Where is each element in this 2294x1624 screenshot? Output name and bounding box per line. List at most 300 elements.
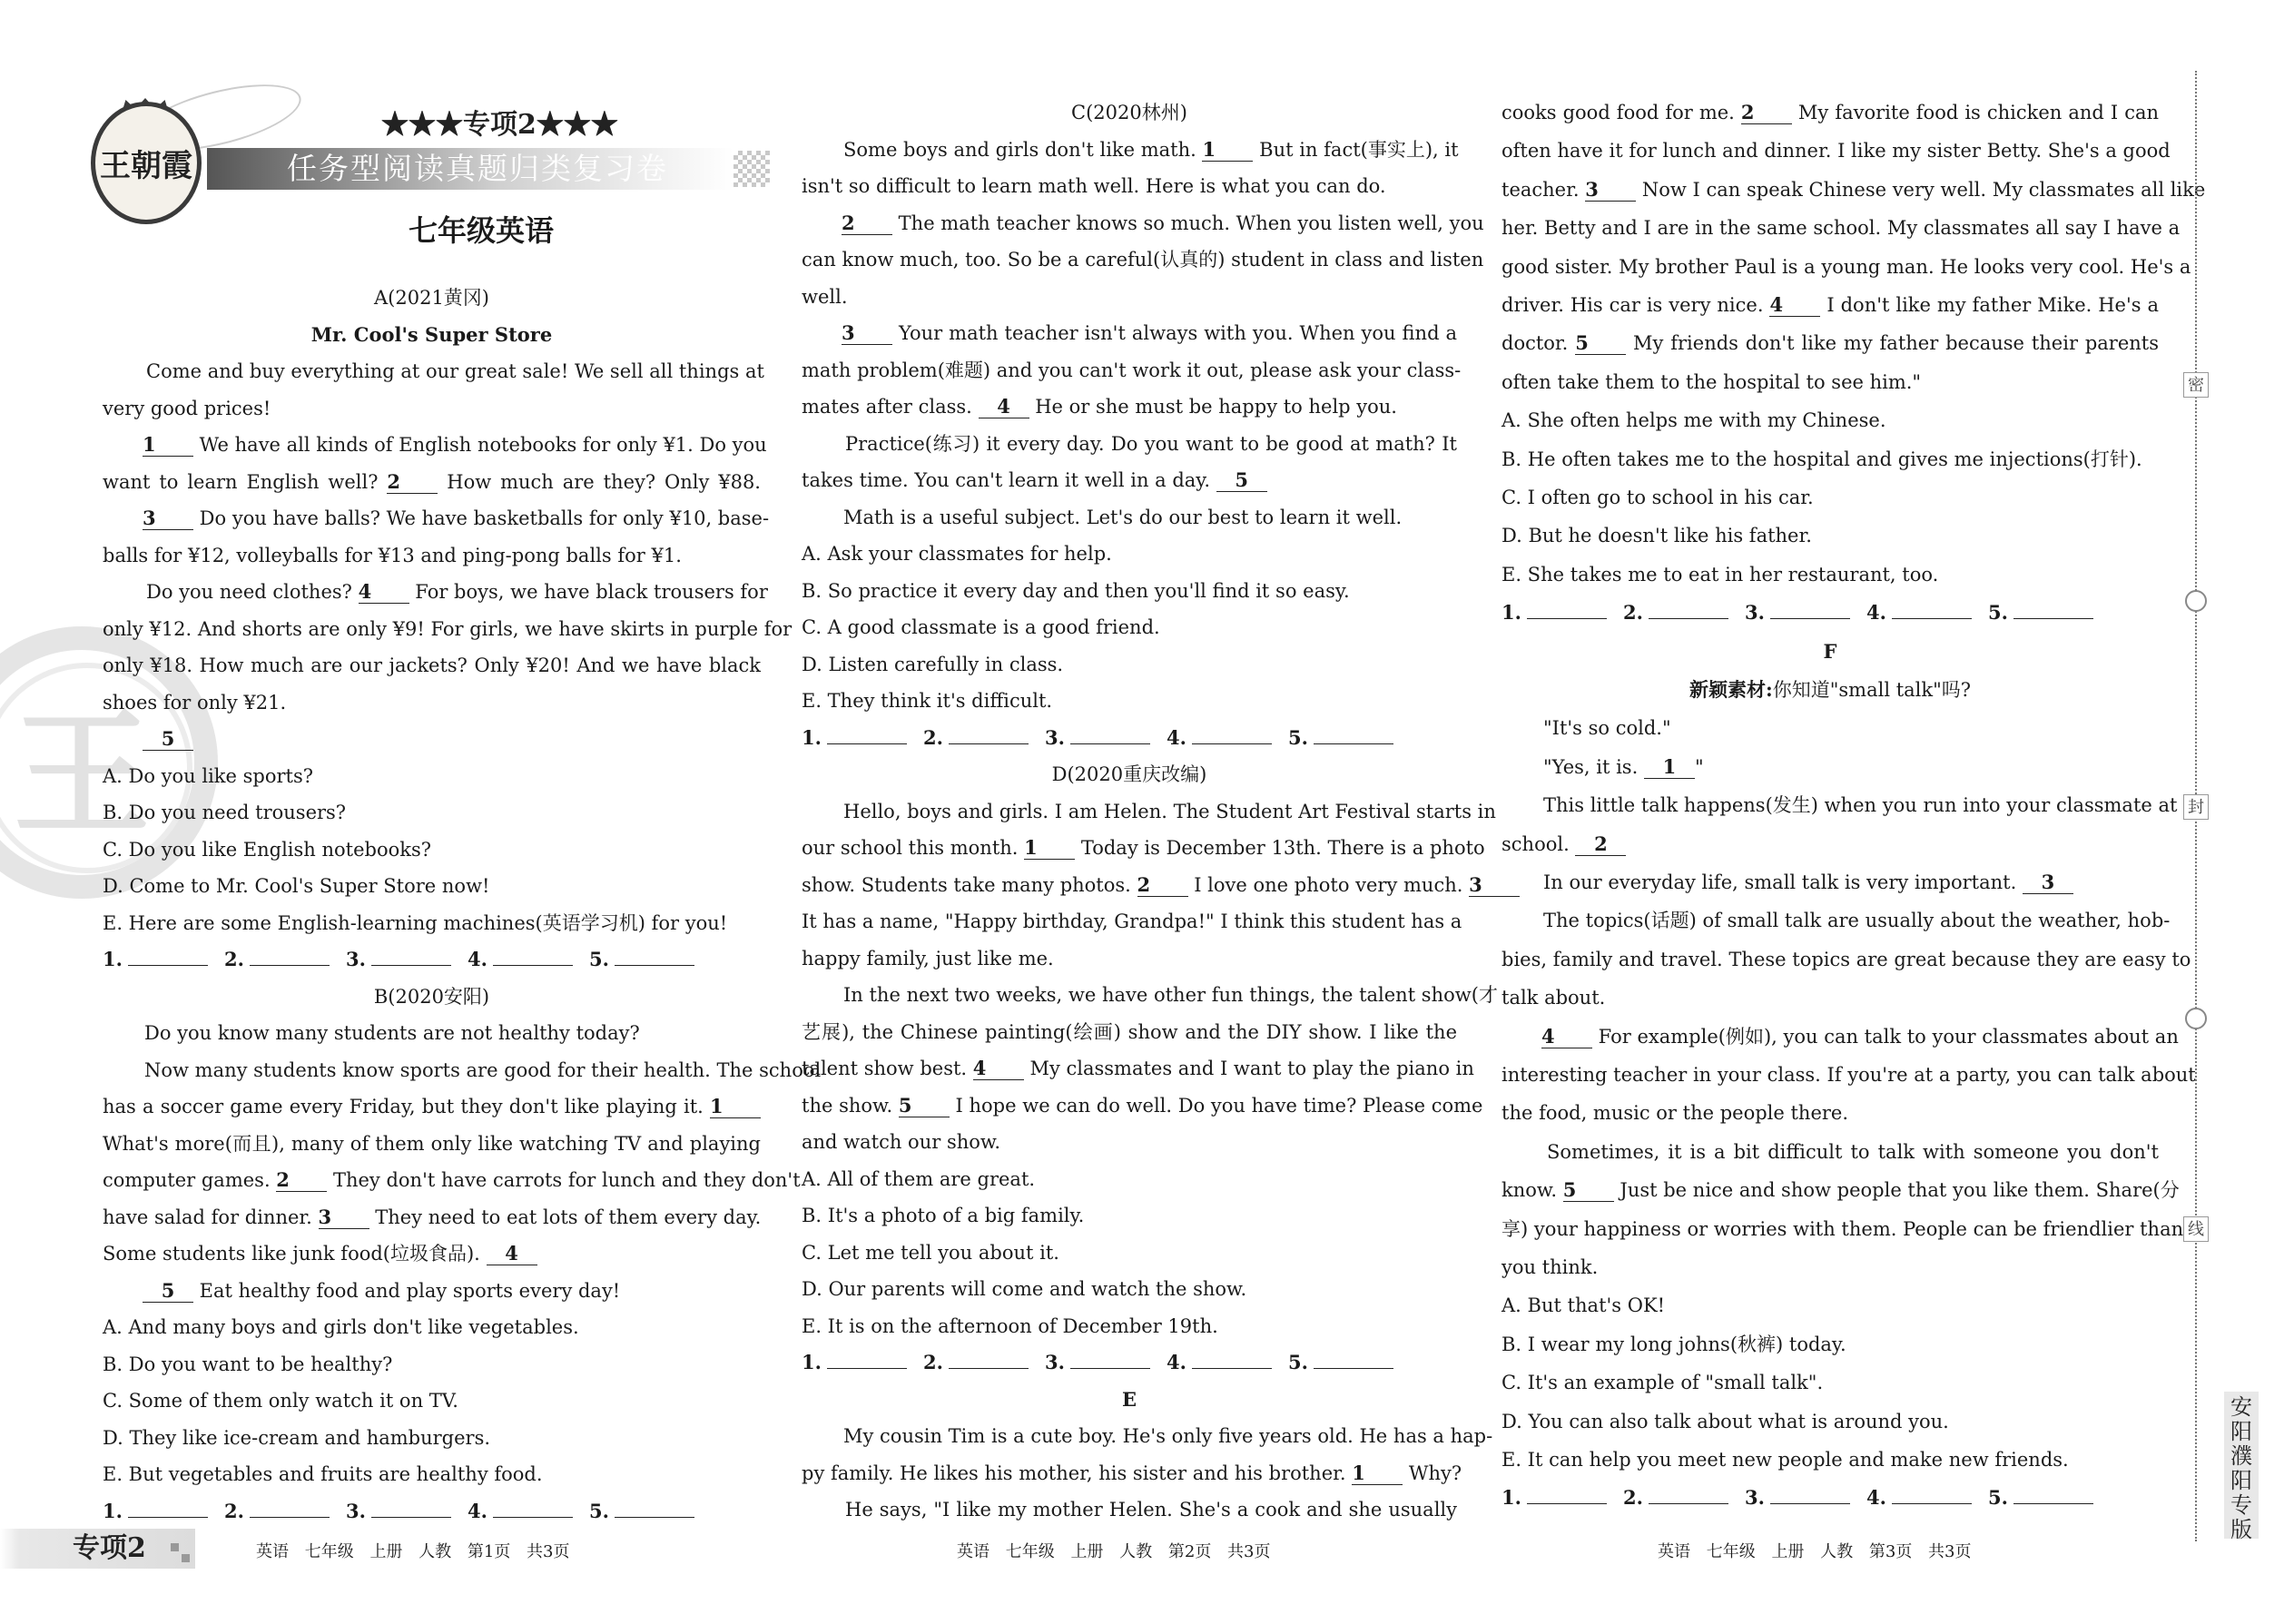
answer-item bbox=[1167, 725, 1288, 751]
section-f-line bbox=[1501, 1177, 2180, 1203]
answer-line[interactable] bbox=[1527, 600, 1607, 619]
answer-blank[interactable]: 4 bbox=[1769, 294, 1820, 317]
answer-number: 4. bbox=[1167, 1351, 1186, 1373]
section-d-option: D. Our parents will come and watch the show. bbox=[802, 1278, 1247, 1300]
section-b-line bbox=[103, 1241, 761, 1266]
section-e-option: A. She often helps me with my Chinese. bbox=[1501, 409, 1886, 432]
answer-item bbox=[1988, 1485, 2110, 1511]
answer-line[interactable] bbox=[1314, 1350, 1393, 1369]
answer-line[interactable] bbox=[1070, 1350, 1150, 1369]
section-f-option: C. It's an example of "small talk". bbox=[1501, 1372, 1824, 1394]
answer-number: 2. bbox=[1623, 601, 1643, 625]
section-f-heading: F bbox=[1823, 639, 1837, 663]
section-c-option: E. They think it's difficult. bbox=[802, 690, 1053, 712]
text-run: the food, music or the people there. bbox=[1501, 1102, 1849, 1125]
section-e-option: D. But he doesn't like his father. bbox=[1501, 525, 1812, 547]
section-e-line bbox=[802, 1497, 1457, 1522]
section-a-line bbox=[103, 469, 761, 495]
section-f-line bbox=[1501, 792, 2178, 818]
section-f-line bbox=[1501, 947, 2191, 972]
answer-blank[interactable]: 1 bbox=[1202, 139, 1253, 162]
answer-blank[interactable]: 2 bbox=[276, 1169, 327, 1192]
answer-line[interactable] bbox=[1892, 600, 1972, 619]
section-a-line bbox=[103, 543, 761, 568]
answer-row bbox=[103, 947, 761, 972]
answer-number: 3. bbox=[1045, 725, 1065, 749]
answer-number: 1. bbox=[103, 948, 123, 970]
section-a-line bbox=[103, 726, 761, 752]
answer-line[interactable] bbox=[250, 947, 330, 966]
answer-item bbox=[1623, 1485, 1745, 1511]
section-a-option: A. Do you like sports? bbox=[103, 764, 314, 787]
answer-item bbox=[346, 947, 468, 972]
section-d-option: B. It's a photo of a big family. bbox=[802, 1205, 1085, 1226]
answer-item bbox=[923, 725, 1045, 751]
answer-line[interactable] bbox=[1070, 725, 1150, 744]
text-run: doctor. bbox=[1501, 332, 1576, 355]
text-run: The topics(话题) of small talk are usually about the weather, hob- bbox=[1543, 910, 2171, 932]
answer-line[interactable] bbox=[827, 1350, 907, 1369]
section-c-line bbox=[802, 505, 1457, 530]
section-f-option: B. I wear my long johns(秋裤) today. bbox=[1501, 1333, 1846, 1355]
section-f-line bbox=[1501, 1216, 2184, 1242]
text-run: only ¥18. How much are our jackets? Only ¥20! And we have black bbox=[103, 655, 761, 676]
text-run: My favorite food is chicken and I can bbox=[1791, 102, 2159, 123]
answer-number: 2. bbox=[224, 1499, 244, 1522]
text-run: you think. bbox=[1501, 1256, 1599, 1278]
text-run: has a soccer game every Friday, but they don't like playing it. bbox=[103, 1096, 710, 1117]
section-b-option: C. Some of them only watch it on TV. bbox=[103, 1390, 458, 1412]
text-run: py family. He likes his mother, his sister and his brother. bbox=[802, 1462, 1353, 1484]
answer-blank[interactable]: 5 bbox=[1216, 469, 1267, 492]
text-run: Some students like junk food(垃圾食品). bbox=[103, 1243, 487, 1265]
text-run: computer games. bbox=[103, 1169, 277, 1191]
answer-number: 4. bbox=[468, 948, 487, 970]
section-b-line bbox=[103, 1167, 801, 1193]
footer-page-1: 英语 七年级 上册 人教 第1页 共3页 bbox=[256, 1542, 570, 1561]
text-run: school. bbox=[1501, 832, 1576, 855]
grade-title: 七年级英语 bbox=[408, 213, 554, 248]
text-run: I hope we can do well. Do you have time? Please come bbox=[949, 1094, 1483, 1117]
text-run: only ¥12. And shorts are only ¥9! For girls, we have skirts in purple for bbox=[103, 617, 793, 640]
section-e-line bbox=[1501, 100, 2159, 125]
answer-number: 5. bbox=[1288, 1351, 1308, 1373]
section-f-option: D. You can also talk about what is around you. bbox=[1501, 1410, 1949, 1432]
section-b-heading: B(2020安阳) bbox=[373, 985, 490, 1008]
text-run: The math teacher knows so much. When you listen well, you bbox=[892, 212, 1484, 234]
answer-number: 1. bbox=[103, 1499, 123, 1522]
section-d-line bbox=[802, 946, 1457, 971]
text-run: Eat healthy food and play sports every day! bbox=[193, 1279, 621, 1302]
watermark-seal-decoration: 王 bbox=[0, 626, 218, 899]
banner-title: 任务型阅读真题归类复习卷 bbox=[287, 151, 668, 186]
answer-item bbox=[1045, 725, 1167, 751]
footer-label: 专项2 bbox=[73, 1532, 146, 1564]
answer-number: 2. bbox=[923, 725, 943, 749]
section-c-line bbox=[802, 394, 1457, 419]
text-run: In the next two weeks, we have other fun things, the talent show(才 bbox=[843, 984, 1498, 1006]
text-run: "Yes, it is. bbox=[1543, 755, 1644, 778]
answer-number: 2. bbox=[224, 948, 244, 970]
text-run: How much are they? Only ¥88. bbox=[438, 470, 761, 493]
answer-number: 4. bbox=[1866, 601, 1886, 625]
text-run: our school this month. bbox=[802, 837, 1025, 859]
answer-blank[interactable]: 1 bbox=[1024, 837, 1075, 860]
section-c-line bbox=[802, 284, 1457, 310]
answer-line[interactable] bbox=[1192, 725, 1272, 744]
answer-line[interactable] bbox=[1192, 1350, 1272, 1369]
section-a-option: D. Come to Mr. Cool's Super Store now! bbox=[103, 875, 490, 897]
answer-blank[interactable]: 4 bbox=[979, 396, 1029, 418]
answer-row bbox=[1501, 600, 2159, 625]
section-c-line bbox=[802, 173, 1457, 199]
footer-page-3: 英语 七年级 上册 人教 第3页 共3页 bbox=[1658, 1542, 1972, 1561]
section-f-line bbox=[1501, 1062, 2196, 1088]
section-e-line bbox=[1501, 369, 2159, 395]
text-run: Now I can speak Chinese very well. My classmates all like bbox=[1636, 178, 2206, 201]
text-run: cooks good food for me. bbox=[1501, 102, 1741, 123]
section-d-line bbox=[802, 1019, 1457, 1045]
footer-square-decoration bbox=[171, 1543, 179, 1551]
answer-line[interactable] bbox=[493, 1499, 573, 1518]
section-b-line bbox=[103, 1131, 761, 1156]
section-d-line bbox=[802, 982, 1498, 1008]
answer-blank[interactable]: 1 bbox=[1352, 1462, 1403, 1485]
text-run: Your math teacher isn't always with you. When you find a bbox=[892, 322, 1457, 344]
answer-blank[interactable]: 3 bbox=[2023, 871, 2073, 894]
answer-line[interactable] bbox=[1770, 1485, 1850, 1504]
section-f-line bbox=[1501, 754, 2159, 780]
answer-line[interactable] bbox=[128, 947, 208, 966]
text-run: math problem(难题) and you can't work it out, please ask your class- bbox=[802, 359, 1462, 381]
section-c-line bbox=[802, 431, 1457, 457]
text-run: Sometimes, it is a bit difficult to talk with someone you don't bbox=[1547, 1140, 2159, 1163]
answer-line[interactable] bbox=[371, 947, 451, 966]
section-d-option: E. It is on the afternoon of December 19th. bbox=[802, 1314, 1218, 1337]
section-e-option: C. I often go to school in his car. bbox=[1501, 487, 1814, 508]
answer-blank[interactable]: 4 bbox=[1541, 1026, 1592, 1048]
section-a-line bbox=[103, 396, 761, 421]
subtitle-text: 你知道"small talk"吗? bbox=[1772, 679, 1972, 701]
text-run: the show. bbox=[802, 1094, 899, 1117]
answer-blank[interactable]: 5 bbox=[1575, 332, 1626, 355]
text-run: talent show best. bbox=[802, 1058, 973, 1079]
answer-item bbox=[589, 947, 711, 972]
answer-item bbox=[1501, 600, 1623, 625]
section-e-line bbox=[1501, 138, 2171, 163]
text-run: and watch our show. bbox=[802, 1131, 1001, 1153]
section-f-line bbox=[1501, 870, 2159, 895]
answer-item bbox=[224, 1499, 346, 1524]
text-run: Today is December 13th. There is a photo bbox=[1075, 837, 1485, 859]
section-a-line bbox=[103, 506, 770, 531]
answer-item bbox=[923, 1350, 1045, 1375]
text-run: often take them to the hospital to see him." bbox=[1501, 370, 1922, 393]
text-run: We have all kinds of English notebooks for only ¥1. Do you bbox=[193, 434, 767, 456]
answer-item bbox=[802, 1350, 923, 1375]
section-d-line bbox=[802, 835, 1485, 861]
text-run: takes time. You can't learn it well in a day. bbox=[802, 469, 1216, 491]
answer-blank[interactable]: 3 bbox=[1469, 874, 1520, 897]
section-a-line bbox=[103, 432, 767, 458]
text-run: isn't so difficult to learn math well. Here is what you can do. bbox=[802, 175, 1386, 197]
answer-row bbox=[802, 725, 1457, 751]
text-run: For boys, we have black trousers for bbox=[409, 581, 768, 603]
text-run: This little talk happens(发生) when you run into your classmate at bbox=[1543, 794, 2178, 817]
answer-blank[interactable]: 1 bbox=[1644, 756, 1695, 779]
section-b-line bbox=[103, 1058, 822, 1083]
answer-item bbox=[1988, 600, 2110, 625]
section-b-line bbox=[103, 1020, 761, 1046]
answer-line[interactable] bbox=[1770, 600, 1850, 619]
section-c-line bbox=[802, 247, 1484, 272]
section-d-line bbox=[802, 1056, 1474, 1081]
text-run: They don't have carrots for lunch and they don't bbox=[327, 1169, 801, 1191]
answer-blank[interactable]: 3 bbox=[319, 1206, 369, 1229]
text-run: interesting teacher in your class. If you're at a party, you can talk about bbox=[1501, 1064, 2196, 1086]
section-f-line bbox=[1501, 1255, 2159, 1280]
section-a-line bbox=[103, 359, 764, 384]
text-run: Just be nice and show people that you like them. Share(分 bbox=[1613, 1179, 2180, 1202]
answer-item bbox=[468, 1499, 589, 1524]
answer-blank[interactable]: 3 bbox=[842, 322, 892, 345]
answer-line[interactable] bbox=[250, 1499, 330, 1518]
section-a-line bbox=[103, 690, 761, 715]
answer-item bbox=[1623, 600, 1745, 625]
answer-number: 1. bbox=[802, 1351, 822, 1373]
section-d-line bbox=[802, 1129, 1457, 1155]
answer-blank[interactable]: 1 bbox=[710, 1096, 761, 1118]
section-e-line bbox=[1501, 215, 2181, 241]
seal-char-1: 密 bbox=[2183, 372, 2209, 398]
section-c-option: A. Ask your classmates for help. bbox=[802, 543, 1112, 565]
section-e-line bbox=[1501, 292, 2159, 318]
text-run: well. bbox=[802, 285, 848, 308]
answer-blank[interactable]: 2 bbox=[1575, 833, 1626, 856]
section-d-line bbox=[802, 872, 1482, 898]
answer-number: 1. bbox=[1501, 601, 1521, 625]
answer-number: 4. bbox=[468, 1499, 487, 1522]
text-run: teacher. bbox=[1501, 178, 1586, 201]
section-a-option: E. Here are some English-learning machines(英语学习机) for you! bbox=[103, 911, 728, 934]
section-c-option: B. So practice it every day and then you'll find it so easy. bbox=[802, 579, 1350, 602]
text-run: Do you need clothes? bbox=[146, 581, 359, 603]
section-d-line bbox=[802, 799, 1496, 824]
section-a-line bbox=[103, 579, 768, 605]
section-d-option: C. Let me tell you about it. bbox=[802, 1241, 1059, 1264]
section-a-line bbox=[103, 653, 761, 678]
section-e-option: E. She takes me to eat in her restaurant, too. bbox=[1501, 563, 1939, 586]
answer-row bbox=[1501, 1485, 2159, 1511]
section-f-option: E. It can help you meet new people and make new friends. bbox=[1501, 1449, 2069, 1471]
section-d-line bbox=[802, 909, 1462, 934]
text-run: have salad for dinner. bbox=[103, 1206, 319, 1228]
answer-item bbox=[1045, 1350, 1167, 1375]
answer-line[interactable] bbox=[1649, 1485, 1728, 1504]
text-run: In our everyday life, small talk is very important. bbox=[1543, 871, 2023, 893]
text-run: very good prices! bbox=[103, 397, 271, 419]
answer-line[interactable] bbox=[493, 947, 573, 966]
text-run: Some boys and girls don't like math. bbox=[843, 138, 1203, 161]
text-run: good sister. My brother Paul is a young man. He looks very cool. He's a bbox=[1501, 255, 2191, 278]
answer-blank[interactable]: 2 bbox=[1741, 102, 1792, 124]
text-run: Math is a useful subject. Let's do our best to learn it well. bbox=[843, 506, 1403, 528]
section-e-line bbox=[1501, 177, 2206, 202]
text-run: want to learn English well? bbox=[103, 470, 388, 493]
section-b-line bbox=[103, 1278, 761, 1304]
section-c-line bbox=[802, 320, 1457, 346]
answer-line[interactable] bbox=[615, 947, 694, 966]
text-run: It has a name, "Happy birthday, Grandpa!" I think this student has a bbox=[802, 910, 1462, 932]
text-run: Come and buy everything at our great sale! We sell all things at bbox=[146, 360, 764, 382]
answer-line[interactable] bbox=[1314, 725, 1393, 744]
text-run: 享) your happiness or worries with them. People can be friendlier than bbox=[1501, 1217, 2184, 1240]
answer-number: 5. bbox=[589, 948, 609, 970]
topic-label: ★★★专项2★★★ bbox=[381, 109, 618, 141]
answer-number: 2. bbox=[1623, 1486, 1643, 1510]
text-run: 艺展), the Chinese painting(绘画) show and the DIY show. I like the bbox=[802, 1020, 1457, 1043]
text-run: What's more(而且), many of them only like watching TV and playing bbox=[103, 1132, 761, 1155]
answer-item bbox=[1866, 600, 1988, 625]
answer-item bbox=[589, 1499, 711, 1524]
answer-blank[interactable]: 3 bbox=[1585, 179, 1636, 202]
seal-char-3: 线 bbox=[2183, 1216, 2209, 1242]
section-c-option: D. Listen carefully in class. bbox=[802, 653, 1064, 675]
section-c-heading: C(2020林州) bbox=[1071, 102, 1187, 123]
answer-number: 5. bbox=[1988, 1486, 2008, 1510]
answer-number: 4. bbox=[1866, 1486, 1886, 1510]
text-run: driver. His car is very nice. bbox=[1501, 294, 1770, 316]
answer-number: 1. bbox=[1501, 1486, 1521, 1510]
section-f-line bbox=[1501, 1100, 2159, 1126]
answer-blank[interactable]: 5 bbox=[1563, 1179, 1614, 1202]
section-e-line bbox=[802, 1423, 1493, 1449]
text-run: My classmates and I want to play the piano in bbox=[1023, 1058, 1474, 1079]
text-run: For example(例如), you can talk to your classmates about an bbox=[1592, 1025, 2179, 1048]
answer-number: 3. bbox=[1745, 601, 1765, 625]
text-run: Do you have balls? We have basketballs for only ¥10, base- bbox=[193, 507, 770, 529]
section-c-line bbox=[802, 358, 1462, 383]
section-f-line bbox=[1501, 1024, 2179, 1049]
section-b-option: A. And many boys and girls don't like vegetables. bbox=[103, 1316, 579, 1338]
text-run: show. Students take many photos. bbox=[802, 873, 1137, 896]
answer-number: 2. bbox=[923, 1351, 943, 1373]
answer-line[interactable] bbox=[949, 725, 1029, 744]
text-run: I love one photo very much. bbox=[1187, 873, 1470, 896]
binding-hole-icon bbox=[2185, 590, 2207, 612]
answer-number: 3. bbox=[1745, 1486, 1765, 1510]
text-run: My cousin Tim is a cute boy. He's only five years old. He has a hap- bbox=[843, 1425, 1493, 1447]
answer-line[interactable] bbox=[2013, 600, 2093, 619]
section-e-line bbox=[1501, 330, 2159, 356]
footer-square-decoration bbox=[182, 1554, 190, 1562]
text-run: shoes for only ¥21. bbox=[103, 691, 287, 714]
binding-hole-icon bbox=[2185, 1008, 2207, 1029]
answer-line[interactable] bbox=[949, 1350, 1029, 1369]
answer-line[interactable] bbox=[2013, 1485, 2093, 1504]
section-a-option: C. Do you like English notebooks? bbox=[103, 838, 432, 861]
section-c-line bbox=[802, 211, 1484, 236]
text-run: her. Betty and I are in the same school. My classmates all say I have a bbox=[1501, 217, 2181, 240]
text-run: They need to eat lots of them every day. bbox=[369, 1206, 762, 1228]
answer-line[interactable] bbox=[1649, 600, 1728, 619]
answer-item bbox=[1745, 600, 1866, 625]
section-e-line bbox=[1501, 254, 2191, 280]
answer-blank[interactable]: 2 bbox=[387, 471, 438, 494]
answer-blank[interactable]: 2 bbox=[1137, 874, 1188, 897]
text-run: talk about. bbox=[1501, 987, 1606, 1009]
section-f-line bbox=[1501, 832, 2159, 857]
answer-item bbox=[468, 947, 589, 972]
text-run: often have it for lunch and dinner. I like my sister Betty. She's a good bbox=[1501, 140, 2171, 162]
text-run: Now many students know sports are good for their health. The school bbox=[144, 1058, 822, 1081]
answer-line[interactable] bbox=[1527, 1485, 1607, 1504]
answer-item bbox=[1167, 1350, 1288, 1375]
answer-blank[interactable]: 4 bbox=[973, 1058, 1024, 1080]
answer-blank[interactable]: 5 bbox=[899, 1095, 950, 1117]
text-run: He or she must be happy to help you. bbox=[1029, 396, 1397, 418]
section-b-option: B. Do you want to be healthy? bbox=[103, 1353, 393, 1375]
answer-item bbox=[1288, 725, 1410, 751]
answer-row bbox=[103, 1499, 761, 1524]
answer-item bbox=[1288, 1350, 1410, 1375]
answer-number: 5. bbox=[589, 1499, 609, 1522]
answer-blank[interactable]: 3 bbox=[143, 507, 193, 530]
footer-page-2: 英语 七年级 上册 人教 第2页 共3页 bbox=[957, 1542, 1271, 1561]
answer-number: 5. bbox=[1988, 601, 2008, 625]
answer-blank[interactable]: 4 bbox=[359, 581, 409, 604]
answer-number: 5. bbox=[1288, 725, 1308, 749]
answer-number: 3. bbox=[346, 948, 366, 970]
answer-item bbox=[103, 1499, 224, 1524]
answer-blank[interactable]: 2 bbox=[842, 212, 892, 235]
brand-name: 王朝霞 bbox=[100, 148, 192, 184]
answer-blank[interactable]: 5 bbox=[143, 1280, 193, 1303]
answer-item bbox=[802, 725, 923, 751]
answer-line[interactable] bbox=[128, 1499, 208, 1518]
checker-decoration bbox=[733, 151, 770, 187]
section-b-line bbox=[103, 1094, 761, 1119]
answer-line[interactable] bbox=[371, 1499, 451, 1518]
answer-blank[interactable]: 4 bbox=[487, 1243, 537, 1265]
text-run: But in fact(事实上), it bbox=[1253, 138, 1459, 161]
section-b-line bbox=[103, 1205, 761, 1230]
answer-item bbox=[224, 947, 346, 972]
answer-blank[interactable]: 5 bbox=[143, 728, 193, 751]
section-e-option: B. He often takes me to the hospital and gives me injections(打针). bbox=[1501, 448, 2142, 470]
answer-line[interactable] bbox=[827, 725, 907, 744]
text-run: I don't like my father Mike. He's a bbox=[1820, 294, 2159, 316]
section-c-option: C. A good classmate is a good friend. bbox=[802, 616, 1160, 638]
text-run: " bbox=[1694, 755, 1704, 778]
section-f-option: A. But that's OK! bbox=[1501, 1294, 1666, 1317]
answer-item bbox=[103, 947, 224, 972]
section-c-line bbox=[802, 137, 1457, 162]
answer-number: 1. bbox=[802, 725, 822, 749]
text-run: He says, "I like my mother Helen. She's a cook and she usually bbox=[845, 1499, 1457, 1521]
answer-line[interactable] bbox=[615, 1499, 694, 1518]
brand-logo bbox=[91, 102, 202, 224]
section-f-subtitle bbox=[1501, 677, 2159, 703]
edition-label: 安阳濮阳专版 bbox=[2224, 1392, 2259, 1539]
text-run: happy family, just like me. bbox=[802, 947, 1054, 969]
answer-number: 3. bbox=[346, 1499, 366, 1522]
subtitle-bold: 新颖素材: bbox=[1689, 678, 1773, 701]
answer-blank[interactable]: 1 bbox=[143, 434, 193, 457]
text-run: My friends don't like my father because their parents bbox=[1626, 332, 2159, 355]
answer-item bbox=[1501, 1485, 1623, 1511]
answer-line[interactable] bbox=[1892, 1485, 1972, 1504]
